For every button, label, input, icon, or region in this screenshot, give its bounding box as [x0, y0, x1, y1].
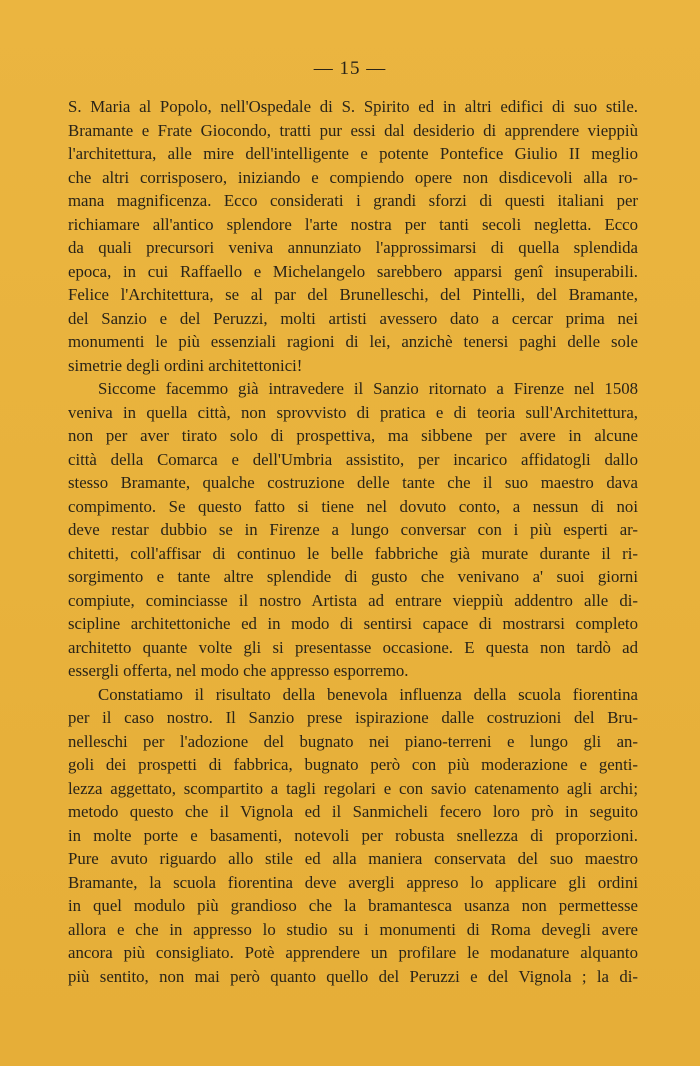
text-line: chitetti, coll'affisar di continuo le belle fabbriche già murate durante il ri-	[68, 543, 638, 563]
text-line: architetto quante volte gli si presentasse occasione. E questa non tardò ad	[68, 637, 638, 657]
text-line: goli dei prospetti di fabbrica, bugnato però con più moderazione e genti-	[68, 755, 638, 774]
text-line: Pure avuto riguardo allo stile ed alla maniera conservata del suo maestro	[68, 849, 638, 868]
text-line: l'architettura, alle mire dell'intelligente e potente Pontefice Giulio II meglio	[68, 144, 638, 163]
text-line: nelleschi per l'adozione del bugnato nei piano-terreni e lungo gli an-	[68, 731, 638, 751]
text-line: compiute, cominciasse il nostro Artista ad entrare vieppiù addentro alle di-	[68, 590, 638, 610]
text-line: città della Comarca e dell'Umbria assistito, per incarico affidatogli dallo	[68, 449, 638, 469]
text-line: Constatiamo il risultato della benevola influenza della scuola fiorentina	[98, 684, 638, 704]
text-line: più sentito, non mai però quanto quello del Peruzzi e del Vignola ; la di-	[68, 966, 638, 986]
text-line: da quali precursori veniva annunziato l'approssimarsi di quella splendida	[68, 238, 638, 257]
page-number: — 15 —	[313, 58, 387, 79]
text-line: metodo questo che il Vignola ed il Sanmicheli fecero loro prò in seguito	[68, 802, 638, 821]
text-line: richiamare all'antico splendore l'arte nostra per tanti secoli negletta. Ecco	[68, 214, 638, 234]
body-text	[68, 95, 638, 988]
text-line: compimento. Se questo fatto si tiene nel dovuto conto, a nessun di noi	[68, 496, 638, 516]
text-line: per il caso nostro. Il Sanzio prese ispirazione dalle costruzioni del Bru-	[68, 708, 638, 727]
text-line: in molte porte e basamenti, notevoli per robusta snellezza di proporzioni.	[68, 825, 638, 845]
text-line: stesso Bramante, qualche costruzione delle tante che il suo maestro dava	[68, 473, 638, 492]
text-line: simetrie degli ordini architettonici!	[68, 355, 303, 375]
text-line: che altri corrisposero, iniziando e compiendo opere non disdicevoli alla ro-	[68, 167, 638, 187]
text-line: Siccome facemmo già intravedere il Sanzio ritornato a Firenze nel 1508	[98, 379, 638, 398]
text-line: veniva in quella città, non sprovvisto di pratica e di teoria sull'Architettura,	[68, 402, 638, 422]
text-line: essergli offerta, nel modo che appresso esporremo.	[68, 661, 409, 680]
text-line: lezza aggettato, scompartito a tagli regolari e con savio catenamento agli archi;	[68, 778, 638, 798]
text-line: scipline architettoniche ed in modo di sentirsi capace di mostrarsi completo	[68, 614, 638, 633]
text-line: epoca, in cui Raffaello e Michelangelo sarebbero apparsi genî insuperabili.	[68, 261, 638, 281]
text-line: Bramante, la scuola fiorentina deve avergli appreso lo applicare gli ordini	[68, 872, 638, 892]
text-line: deve restar dubbio se in Firenze a lungo conversar con i più esperti ar-	[68, 520, 638, 539]
text-line: S. Maria al Popolo, nell'Ospedale di S. Spirito ed in altri edifici di suo stile.	[68, 97, 638, 116]
text-line: mana magnificenza. Ecco considerati i grandi sforzi di questi italiani per	[68, 191, 638, 210]
text-line: in quel modulo più grandioso che la bramantesca usanza non permettesse	[68, 896, 638, 915]
text-line: Felice l'Architettura, se al par del Brunelleschi, del Pintelli, del Bramante,	[68, 285, 638, 304]
text-line: Bramante e Frate Giocondo, tratti pur essi dal desiderio di apprendere vieppiù	[68, 120, 638, 140]
text-line: del Sanzio e del Peruzzi, molti artisti avessero dato a cercar prima nei	[68, 308, 638, 328]
text-line: non per aver tirato solo di prospettiva, ma sibbene per avere in alcune	[68, 426, 638, 445]
text-line: allora e che in appresso lo studio su i monumenti di Roma devegli avere	[68, 919, 638, 939]
text-line: ancora più consigliato. Potè apprendere un profilare le modanature alquanto	[68, 943, 638, 962]
text-line: monumenti le più essenziali ragioni di lei, anzichè tenersi paghi delle sole	[68, 332, 638, 351]
text-line: sorgimento e tante altre splendide di gusto che venivano a' suoi giorni	[68, 567, 638, 586]
